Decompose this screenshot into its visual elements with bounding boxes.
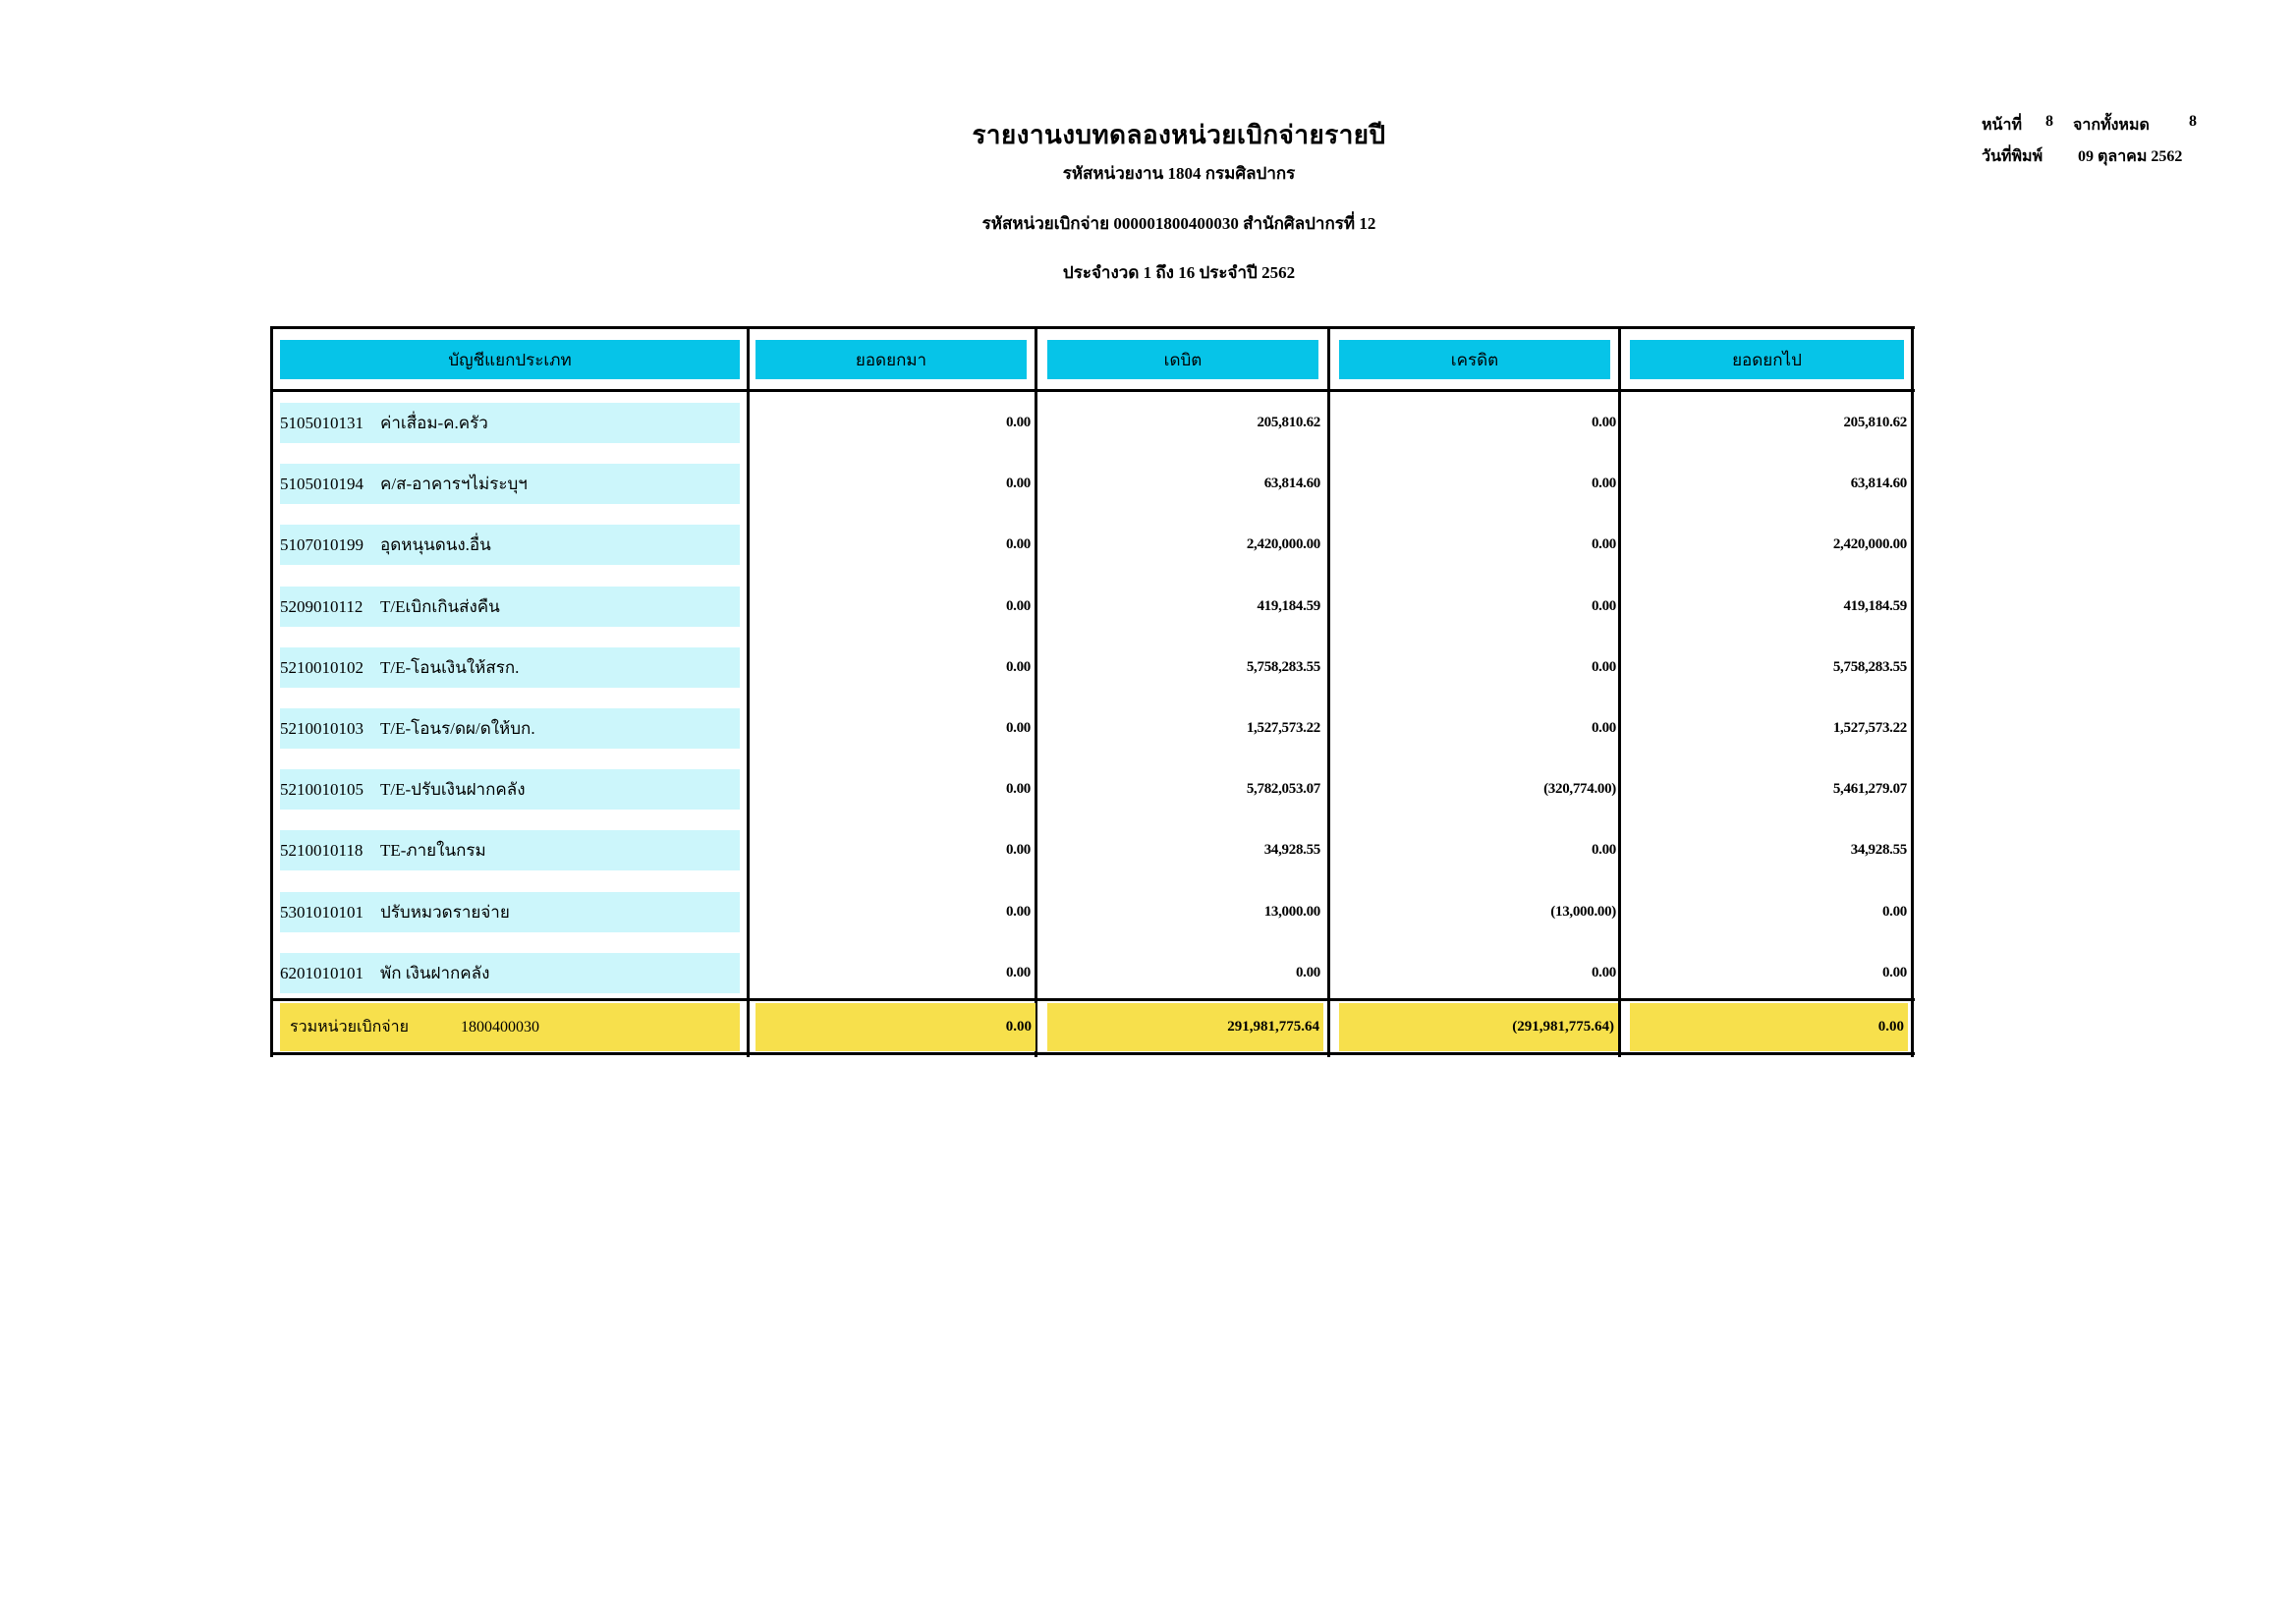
cell-credit: 0.00 xyxy=(1591,965,1616,980)
cell-brought-forward: 0.00 xyxy=(1005,904,1031,920)
cell-brought-forward: 0.00 xyxy=(1005,965,1031,980)
cell-brought-forward: 0.00 xyxy=(1005,842,1031,858)
cell-debit: 1,527,573.22 xyxy=(1246,720,1320,736)
table-row-account xyxy=(280,708,740,749)
account-name: T/E-โอนร/ดผ/ดให้บก. xyxy=(380,719,535,738)
total-pages: 8 xyxy=(2189,113,2197,130)
total-row-label-cell xyxy=(280,1003,740,1051)
account-name: อุดหนุนดนง.อื่น xyxy=(380,535,491,554)
cell-credit: 0.00 xyxy=(1591,659,1616,675)
cell-debit: 63,814.60 xyxy=(1263,476,1320,491)
cell-carried-forward: 63,814.60 xyxy=(1850,476,1907,491)
cell-brought-forward: 0.00 xyxy=(1005,720,1031,736)
total-separator xyxy=(270,998,1915,1001)
table-row-account xyxy=(280,403,740,443)
cell-carried-forward: 1,527,573.22 xyxy=(1832,720,1907,736)
header-separator xyxy=(270,389,1915,392)
total-brought-forward xyxy=(756,1003,1036,1051)
disbursement-unit-line: รหัสหน่วยเบิกจ่าย 000001800400030 สำนักศิลปากรที่ 12 xyxy=(981,214,1376,233)
cell-debit: 5,758,283.55 xyxy=(1246,659,1320,675)
period-line: ประจำงวด 1 ถึง 16 ประจำปี 2562 xyxy=(1062,263,1296,282)
cell-carried-forward: 5,758,283.55 xyxy=(1832,659,1907,675)
table-row-account xyxy=(280,830,740,870)
total-value: 0.00 xyxy=(1877,1019,1904,1035)
cell-debit: 0.00 xyxy=(1295,965,1320,980)
table-left-border xyxy=(270,326,273,1057)
column-header-brought-forward xyxy=(756,340,1027,379)
table-right-border xyxy=(1911,326,1914,1057)
cell-carried-forward: 34,928.55 xyxy=(1850,842,1907,858)
cell-carried-forward: 419,184.59 xyxy=(1843,598,1907,614)
cell-carried-forward: 0.00 xyxy=(1881,965,1907,980)
table-row-account xyxy=(280,587,740,627)
cell-carried-forward: 205,810.62 xyxy=(1843,415,1907,430)
cell-brought-forward: 0.00 xyxy=(1005,476,1031,491)
cell-debit: 34,928.55 xyxy=(1263,842,1320,858)
table-bottom-border xyxy=(270,1052,1915,1055)
account-name: ค่าเสื่อม-ค.ครัว xyxy=(380,414,488,432)
table-row-account xyxy=(280,525,740,565)
page-number: 8 xyxy=(2045,113,2053,130)
account-code: 5107010199 xyxy=(280,534,364,554)
account-name: พัก เงินฝากคลัง xyxy=(380,964,490,982)
account-name: ปรับหมวดรายจ่าย xyxy=(380,903,510,922)
cell-brought-forward: 0.00 xyxy=(1005,415,1031,430)
column-header-label: เครดิต xyxy=(1450,350,1499,369)
column-divider-1 xyxy=(747,326,750,1057)
table-row-account xyxy=(280,892,740,932)
total-unit-code: 1800400030 xyxy=(461,1018,539,1036)
cell-carried-forward: 0.00 xyxy=(1881,904,1907,920)
account-code: 5301010101 xyxy=(280,902,364,922)
column-header-label: ยอดยกมา xyxy=(855,350,927,369)
cell-brought-forward: 0.00 xyxy=(1005,598,1031,614)
cell-credit: 0.00 xyxy=(1591,598,1616,614)
table-row-account xyxy=(280,464,740,504)
cell-credit: (13,000.00) xyxy=(1550,904,1616,920)
column-header-debit xyxy=(1047,340,1318,379)
column-header-label: บัญชีแยกประเภท xyxy=(448,350,572,369)
account-name: T/E-ปรับเงินฝากคลัง xyxy=(380,780,526,799)
column-divider-4 xyxy=(1618,326,1621,1057)
cell-debit: 205,810.62 xyxy=(1257,415,1320,430)
agency-line: รหัสหน่วยงาน 1804 กรมศิลปากร xyxy=(1062,164,1296,183)
cell-brought-forward: 0.00 xyxy=(1005,536,1031,552)
account-code: 5209010112 xyxy=(280,596,364,616)
total-label: รวมหน่วยเบิกจ่าย xyxy=(290,1019,410,1036)
cell-credit: 0.00 xyxy=(1591,476,1616,491)
print-date-label: วันที่พิมพ์ xyxy=(1982,148,2043,165)
account-code: 5210010118 xyxy=(280,840,364,860)
total-debit xyxy=(1047,1003,1323,1051)
cell-debit: 13,000.00 xyxy=(1263,904,1320,920)
column-divider-2 xyxy=(1035,326,1037,1057)
account-name: T/E-โอนเงินให้สรก. xyxy=(380,658,520,677)
column-header-label: เดบิต xyxy=(1163,350,1203,369)
account-code: 5210010102 xyxy=(280,657,364,677)
account-name: TE-ภายในกรม xyxy=(380,841,486,860)
account-code: 5105010131 xyxy=(280,413,364,432)
account-code: 5210010105 xyxy=(280,779,364,799)
account-name: ค/ส-อาคารฯไม่ระบุฯ xyxy=(380,475,528,493)
column-header-carried-forward xyxy=(1630,340,1904,379)
column-divider-3 xyxy=(1327,326,1330,1057)
total-credit xyxy=(1339,1003,1618,1051)
total-pages-label: จากทั้งหมด xyxy=(2073,117,2150,134)
account-code: 5210010103 xyxy=(280,718,364,738)
cell-carried-forward: 5,461,279.07 xyxy=(1832,781,1907,797)
total-value: (291,981,775.64) xyxy=(1512,1019,1614,1035)
cell-debit: 5,782,053.07 xyxy=(1246,781,1320,797)
report-title: รายงานงบทดลองหน่วยเบิกจ่ายรายปี xyxy=(972,121,1386,149)
column-header-credit xyxy=(1339,340,1610,379)
table-row-account xyxy=(280,769,740,810)
account-code: 5105010194 xyxy=(280,474,364,493)
cell-credit: 0.00 xyxy=(1591,415,1616,430)
print-date: 09 ตุลาคม 2562 xyxy=(2078,148,2183,165)
total-value: 291,981,775.64 xyxy=(1227,1019,1319,1035)
cell-carried-forward: 2,420,000.00 xyxy=(1832,536,1907,552)
table-row-account xyxy=(280,647,740,688)
column-header-label: ยอดยกไป xyxy=(1732,350,1802,369)
table-row-account xyxy=(280,953,740,993)
cell-credit: (320,774.00) xyxy=(1543,781,1616,797)
table-top-border xyxy=(270,326,1915,329)
cell-brought-forward: 0.00 xyxy=(1005,781,1031,797)
cell-credit: 0.00 xyxy=(1591,536,1616,552)
total-value: 0.00 xyxy=(1005,1019,1032,1035)
cell-debit: 2,420,000.00 xyxy=(1246,536,1320,552)
account-code: 6201010101 xyxy=(280,963,364,982)
column-header-account xyxy=(280,340,740,379)
cell-credit: 0.00 xyxy=(1591,842,1616,858)
total-carried-forward xyxy=(1630,1003,1908,1051)
cell-brought-forward: 0.00 xyxy=(1005,659,1031,675)
cell-credit: 0.00 xyxy=(1591,720,1616,736)
page-label: หน้าที่ xyxy=(1982,117,2023,134)
account-name: T/Eเบิกเกินส่งคืน xyxy=(380,597,500,616)
cell-debit: 419,184.59 xyxy=(1257,598,1320,614)
